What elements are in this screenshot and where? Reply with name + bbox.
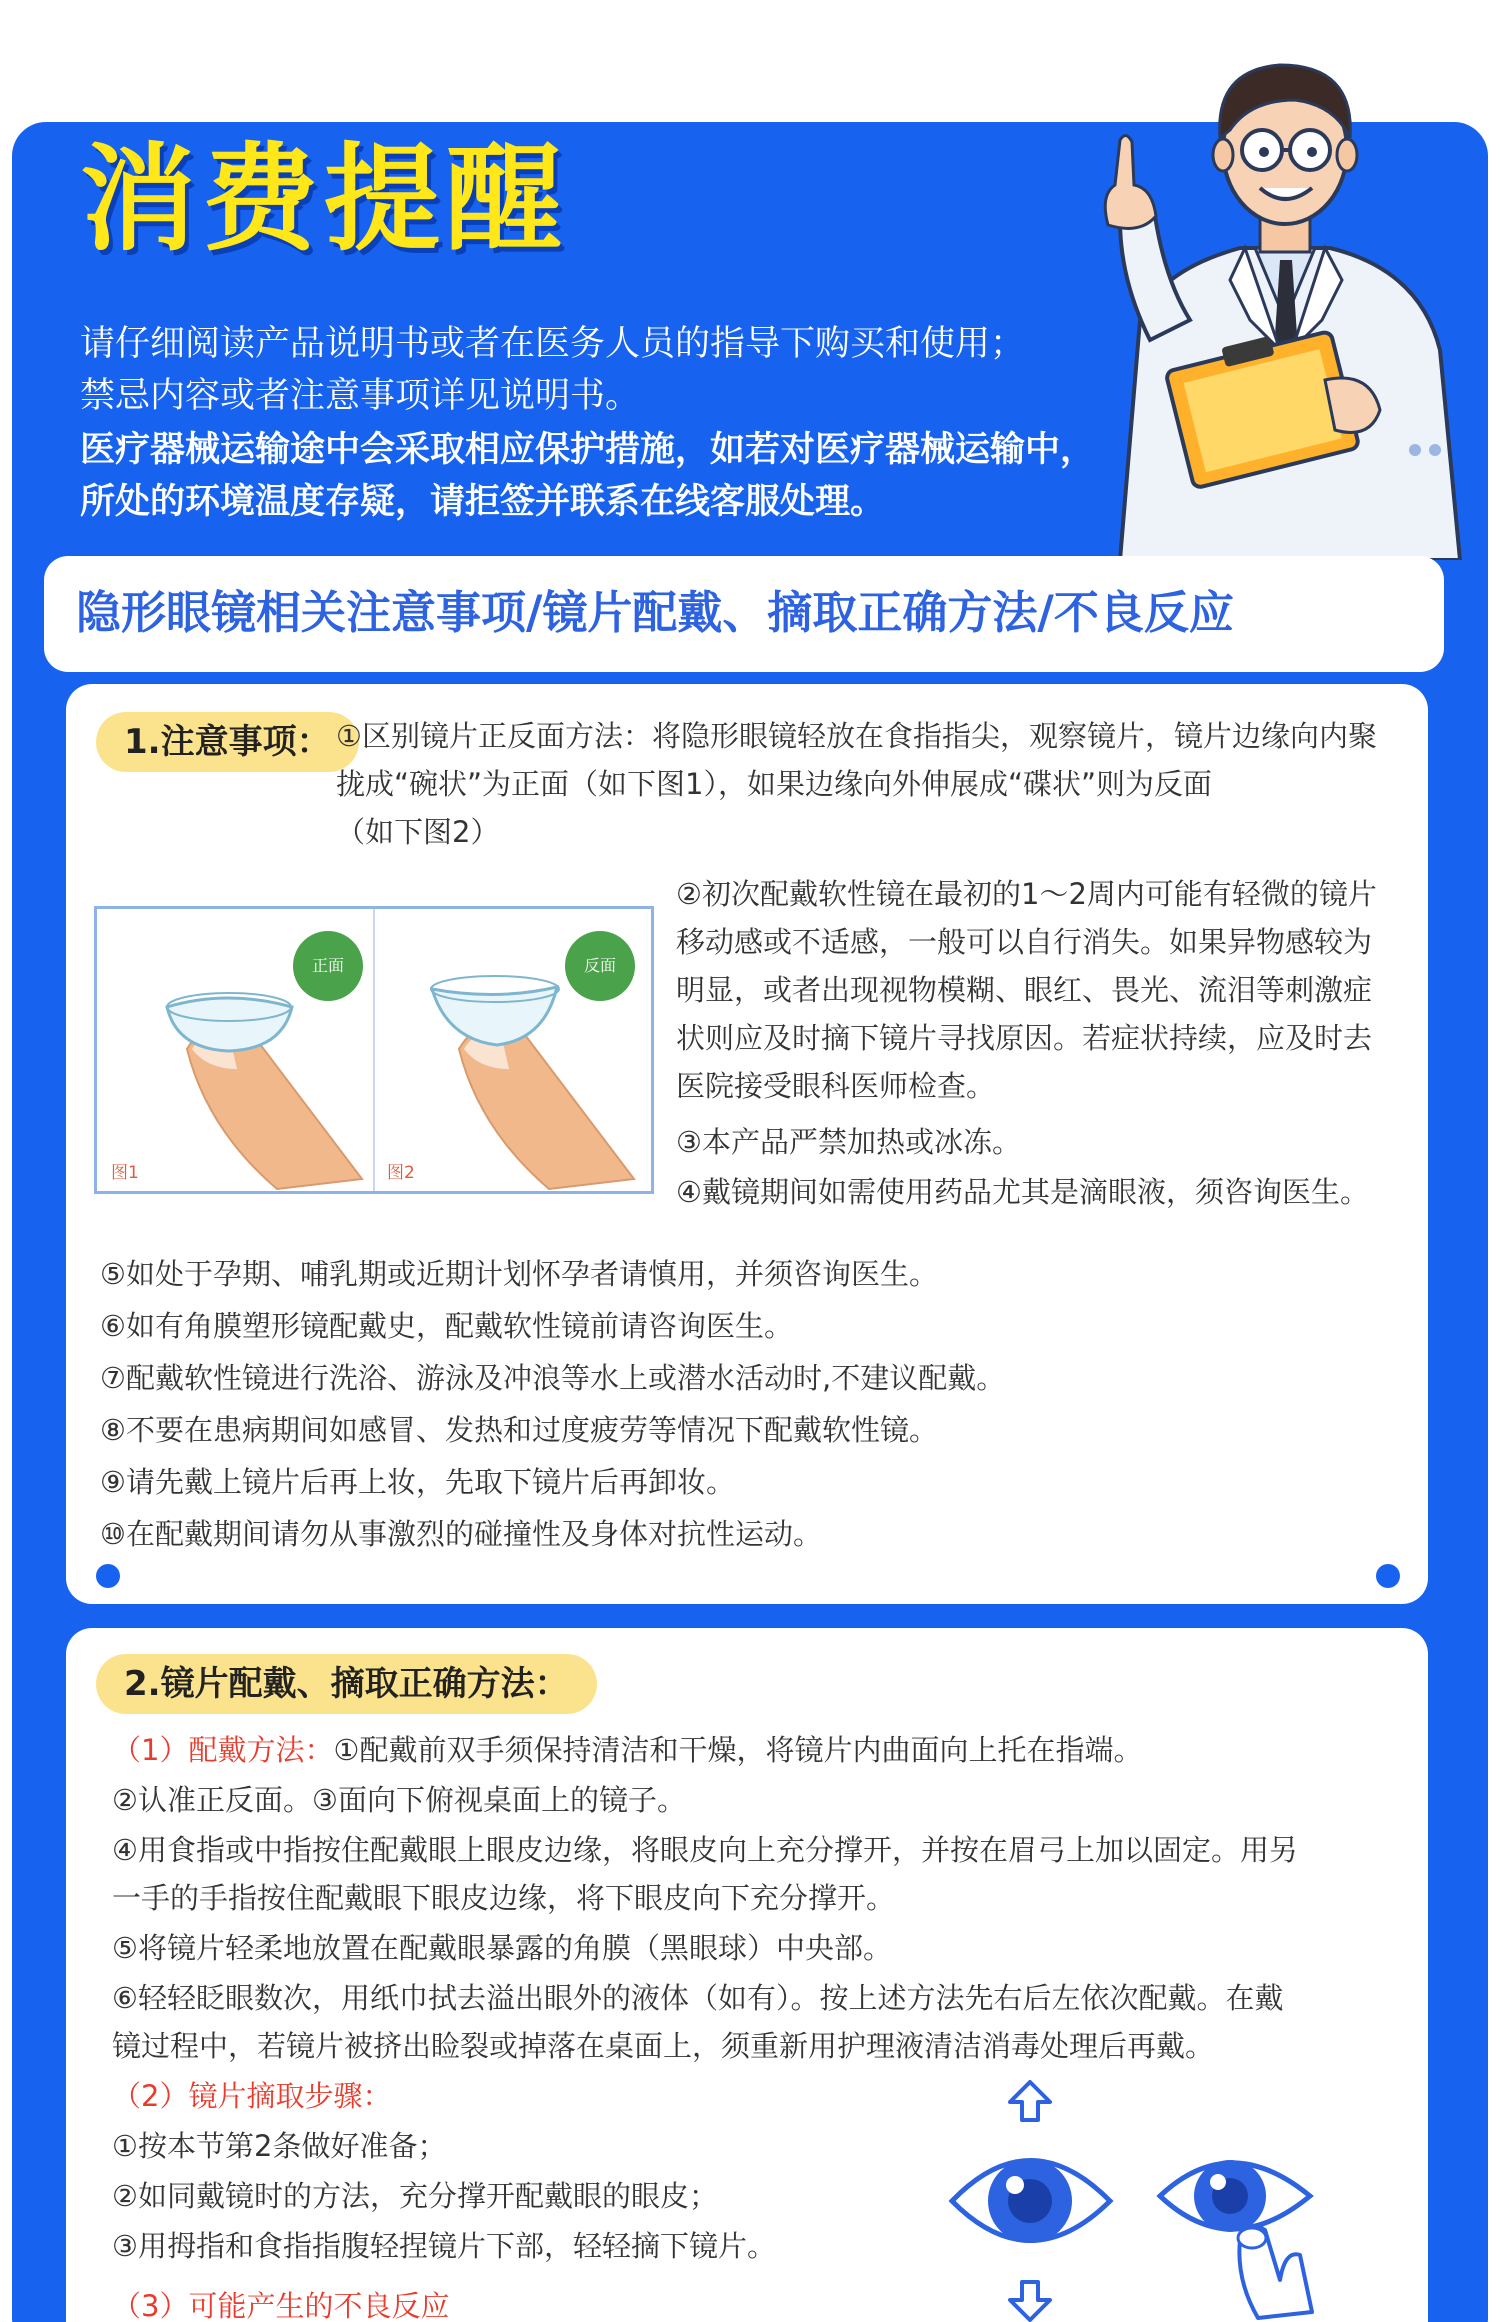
removal-step-2: ②如同戴镜时的方法，充分撑开配戴眼的眼皮； [112, 2179, 718, 2213]
back-side-badge: 反面 [565, 931, 635, 1001]
wear-remove-label: 2.镜片配戴、摘取正确方法： [96, 1654, 597, 1714]
precaution-item-4: ④戴镜期间如需使用药品尤其是滴眼液，须咨询医生。 [676, 1175, 1369, 1209]
removal-step-3: ③用拇指和食指指腹轻捏镜片下部，轻轻摘下镜片。 [112, 2229, 776, 2263]
precaution-item-5: ⑤如处于孕期、哺乳期或近期计划怀孕者请慎用，并须咨询医生。 [100, 1257, 938, 1291]
precautions-label: 1.注意事项： [96, 712, 359, 772]
doctor-illustration [1080, 20, 1480, 560]
eye-removal-illustration [940, 2080, 1360, 2322]
figure-1-caption: 图1 [111, 1163, 139, 1183]
removal-step-1: ①按本节第2条做好准备； [112, 2129, 447, 2163]
topics-banner-text: 隐形眼镜相关注意事项/镜片配戴、摘取正确方法/不良反应 [76, 586, 1234, 639]
figure-2-caption: 图2 [387, 1163, 415, 1183]
wear-step-5: ⑤将镜片轻柔地放置在配戴眼暴露的角膜（黑眼球）中央部。 [112, 1931, 892, 1965]
page-title: 消费提醒 [80, 132, 568, 267]
precaution-item-8: ⑧不要在患病期间如感冒、发热和过度疲劳等情况下配戴软性镜。 [100, 1413, 938, 1447]
intro-reading-notice: 请仔细阅读产品说明书或者在医务人员的指导下购买和使用； 禁忌内容或者注意事项详见说明书。 [80, 324, 1026, 416]
wear-step-4: ④用食指或中指按住配戴眼上眼皮边缘，将眼皮向上充分撑开，并按在眉弓上加以固定。用另 一手的手指按住配戴眼下眼皮边缘，将下眼皮向下充分撑开。 [112, 1833, 1298, 1915]
precaution-item-7: ⑦配戴软性镜进行洗浴、游泳及冲浪等水上或潜水活动时,不建议配戴。 [100, 1361, 1006, 1395]
precaution-item-2: ②初次配戴软性镜在最初的1～2周内可能有轻微的镜片 移动感或不适感，一般可以自行消失。如果异物感较为 明显，或者出现视物模糊、眼红、畏光、流泪等刺激症 状则应及时摘下镜片寻找原因。若症状持续，应及时去 医院接受眼科医师检查。 [676, 877, 1377, 1103]
precaution-item-3: ③本产品严禁加热或冰冻。 [676, 1125, 1021, 1159]
lens-orientation-figure [94, 906, 654, 1194]
precaution-item-10: ⑩在配戴期间请勿从事激烈的碰撞性及身体对抗性运动。 [100, 1517, 822, 1551]
precaution-item-1: ①区别镜片正反面方法：将隐形眼镜轻放在食指指尖，观察镜片，镜片边缘向内聚 拢成“碗状”为正面（如下图1），如果边缘向外伸展成“碟状”则为反面 （如下图2） [336, 719, 1377, 849]
precaution-item-9: ⑨请先戴上镜片后再上妆，先取下镜片后再卸妆。 [100, 1465, 735, 1499]
wear-steps-2-3: ②认准正反面。③面向下俯视桌面上的镜子。 [112, 1783, 686, 1817]
card-dot-left [96, 1564, 120, 1588]
precaution-item-6: ⑥如有角膜塑形镜配戴史，配戴软性镜前请咨询医生。 [100, 1309, 793, 1343]
card-dot-right [1376, 1564, 1400, 1588]
wear-step-1: （1）配戴方法：①配戴前双手须保持清洁和干燥，将镜片内曲面向上托在指端。 [112, 1733, 1143, 1767]
intro-shipping-notice: 医疗器械运输途中会采取相应保护措施，如若对医疗器械运输中， 所处的环境温度存疑，请拒签并联系在线客服处理。 [80, 430, 1096, 522]
wear-step-6: ⑥轻轻眨眼数次，用纸巾拭去溢出眼外的液体（如有）。按上述方法先右后左依次配戴。在戴 镜过程中，若镜片被挤出睑裂或掉落在桌面上，须重新用护理液清洁消毒处理后再戴。 [112, 1981, 1284, 2063]
adverse-reaction-heading: （3）可能产生的不良反应 [112, 2289, 450, 2322]
front-side-badge: 正面 [293, 931, 363, 1001]
removal-heading: （2）镜片摘取步骤： [112, 2079, 392, 2113]
